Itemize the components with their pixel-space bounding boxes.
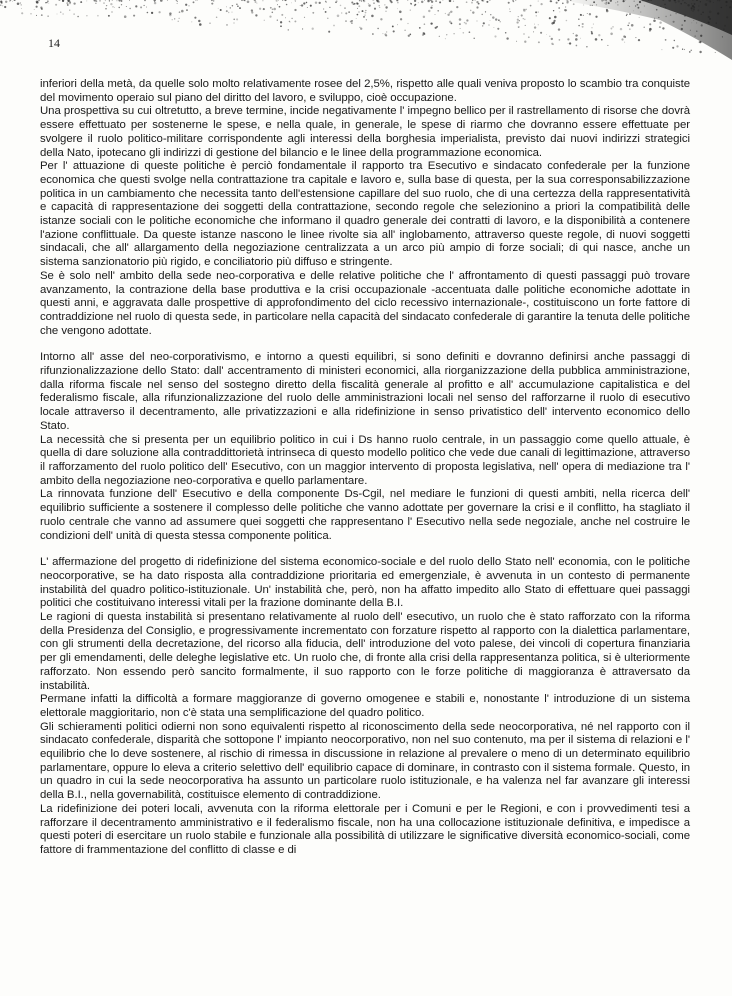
- paragraph: Intorno all' asse del neo-corporativismo, e intorno a questi equilibri, si sono definiti e dovranno definirsi anche passaggi di rifunzionalizzazione dello Stato: dall' accentramento di ministeri economici, alla riorganizzazione della pubblica amministrazione, dalla riforma fiscale nel senso del sostegno diretto della fiscalità generale al profitto e all' accumulazione capitalistica e del federalismo fiscale, alla rifunzionalizzazione del ruolo delle amministrazioni locali nel senso del rafforzarne il ruolo di esecutivo locale attraverso il decentramento, alle privatizzazioni e alla ridefinizione in senso privatistico dell' intervento economico dello Stato.: [40, 351, 690, 432]
- page-number: 14: [48, 36, 60, 50]
- paragraph: Se è solo nell' ambito della sede neo-corporativa e delle relative politiche che l' affrontamento di questi passaggi può trovare avanzamento, la contrazione della base produttiva e la crisi occupazionale -accentuata dalle politiche economiche adottate in questi anni, e aggravata dalle prospettive di approfondimento del ciclo recessivo internazionale-, costituiscono un forte fattore di contraddizione nel ruolo di questa sede, in particolare nella capacità del sindacato confederale di garantire la tenuta delle politiche che vengono adottate.: [40, 269, 690, 337]
- paragraph: Gli schieramenti politici odierni non sono equivalenti rispetto al riconoscimento della sede neocorporativa, né nel rapporto con il sindacato confederale, disparità che sottopone l' impianto neocorporativo, non nel suo contenuto, ma per il sistema di relazioni e l' equilibrio che lo deve sostenere, al rischio di rimessa in discussione in relazione al prevalere o meno di un determinato equilibrio parlamentare, oppure lo eleva a criterio selettivo dell' equilibrio capace di dominare, in contrasto con il sistema formale. Questo, in un quadro in cui la sede neocorporativa ha assunto un particolare ruolo istituzionale, e ha valenza nel far avanzare gli interessi della B.I., nella governabilità, costituisce elemento di contraddizione.: [40, 720, 690, 802]
- paragraph: inferiori della metà, da quelle solo molto relativamente rosee del 2,5%, rispetto alle quali veniva proposto lo scambio tra conquiste del movimento operaio sul piano del diritto del lavoro, e sviluppo, cioè occupazione.: [40, 78, 690, 104]
- paragraph: Per l' attuazione di queste politiche è perciò fondamentale il rapporto tra Esecutivo e sindacato confederale per la funzione economica che questi svolge nella contrattazione tra capitale e lavoro e, sulla base di questa, per la sua corresponsabilizzazione politica in un cambiamento che necessita tanto dell'estensione capillare del suo ruolo, che di una certezza della rappresentatività e capacità di rappresentazione dei soggetti della contrattazione, secondo regole che selezionino a priori la compatibilità delle istanze sociali con le politiche economiche che informano il quadro generale dei contratti di lavoro, e la disponibilità a contenere l'azione conflittuale. Da queste istanze nascono le linee rivolte sia all' inglobamento, attraverso queste regole, di nuovi soggetti sindacali, che all' allargamento della negoziazione centralizzata a un arco più ampio di forze sociali; di qui nasce, anche un sistema sanzionatorio più rigido, e conciliatorio più diffuso e stringente.: [40, 160, 690, 269]
- paragraph: Le ragioni di questa instabilità si presentano relativamente al ruolo dell' esecutivo, un ruolo che è stato rafforzato con la riforma della Presidenza del Consiglio, e progressivamente incrementato con forzature rispetto al rapporto con la dialettica parlamentare, con gli strumenti della decretazione, del ricorso alla fiducia, dell' introduzione del voto palese, dei vincoli di copertura finanziaria per gli emendamenti, delle deleghe legislative etc. Un ruolo che, di fronte alla crisi della rappresentanza politica, si è ulteriormente rafforzato. Non essendo però sancito formalmente, il suo rapporto con le forze politiche di maggioranza è attraversato da instabilità.: [40, 611, 690, 692]
- paragraph: La necessità che si presenta per un equilibrio politico in cui i Ds hanno ruolo centrale, in un passaggio come quello attuale, è quella di dare soluzione alla contraddittorietà intrinseca di questo modello politico che vede due canali di legittimazione, attraverso il rafforzamento del ruolo politico dell' Esecutivo, con un maggior intervento di proposta legislativa, nell' opera di mediazione tra l' ambito della negoziazione neo-corporativa e quello parlamentare.: [40, 433, 690, 487]
- paragraph: La rinnovata funzione dell' Esecutivo e della componente Ds-Cgil, nel mediare le funzioni di questi ambiti, nella ricerca dell' equilibrio sufficiente a sostenere il complesso delle politiche che vanno adottate per governare la crisi e il conflitto, ha stagliato il ruolo centrale che vanno ad assumere quei soggetti che rappresentano l' Esecutivo nella sede negoziale, anche nel costruire le condizioni dell' unità di questa stessa componente politica.: [40, 488, 690, 542]
- paragraph: L' affermazione del progetto di ridefinizione del sistema economico-sociale e del ruolo dello Stato nell' economia, con le politiche neocorporative, se ha dato risposta alla contraddizione prioritaria ed emergenziale, è avvenuta in un contesto di permanente instabilità del quadro politico-istituzionale. Un' instabilità che, però, non ha affatto impedito allo Stato di effettuare quei passaggi politici che costituivano interessi vitali per la frazione dominante della B.I.: [40, 556, 690, 610]
- paragraph: La ridefinizione dei poteri locali, avvenuta con la riforma elettorale per i Comuni e per le Regioni, e con i provvedimenti tesi a rafforzare il decentramento amministrativo e il federalismo fiscale, non ha una collocazione istituzionale definitiva, e impedisce a questi poteri di esercitare un ruolo stabile e funzionale alla possibilità di utilizzare le significative diversità economico-sociali, come fattore di frammentazione del conflitto di classe e di: [40, 802, 690, 856]
- body-text: [40, 78, 690, 858]
- paragraph: Permane infatti la difficoltà a formare maggioranze di governo omogenee e stabili e, nonostante l' introduzione di un sistema elettorale maggioritario, non c'è stata una semplificazione del quadro politico.: [40, 693, 690, 719]
- paragraph: Una prospettiva su cui oltretutto, a breve termine, incide negativamente l' impegno bellico per il rastrellamento di risorse che dovrà essere effettuato per sostenerne le spese, e nella quale, in generale, le spese di riarmo che dovranno essere effettuate per svolgere il ruolo politico-militare corrispondente agli interessi della borghesia imperialista, previsto dai nuovi indirizzi strategici della Nato, ipotecano gli indirizzi di gestione del bilancio e le linee della programmazione economica.: [40, 105, 690, 159]
- scan-noise-decoration: [0, 0, 732, 90]
